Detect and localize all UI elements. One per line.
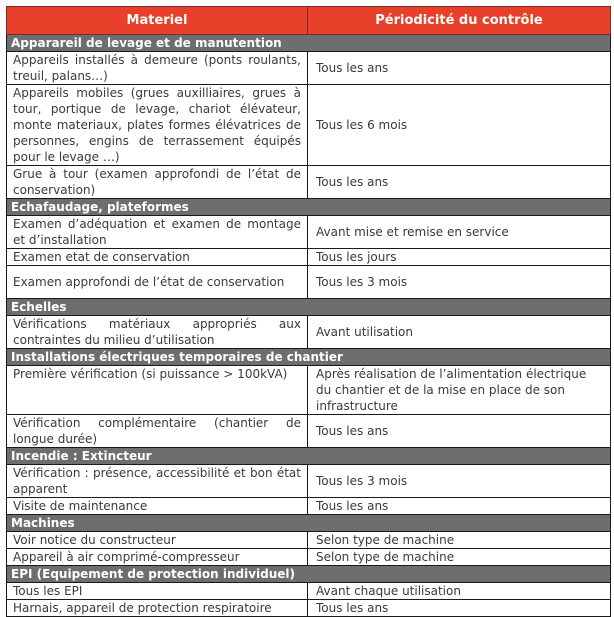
periodicite-cell: Selon type de machine xyxy=(308,532,611,549)
periodicite-cell: Avant chaque utilisation xyxy=(308,583,611,600)
materiel-cell: Tous les EPI xyxy=(7,583,308,600)
periodicite-cell: Tous les jours xyxy=(308,249,611,266)
materiel-cell: Appareils installés à demeure (ponts roulants, treuil, palans…) xyxy=(7,52,308,85)
section-title: Echelles xyxy=(7,299,611,316)
periodicite-cell: Avant utilisation xyxy=(308,316,611,349)
periodicite-cell: Après réalisation de l’alimentation électrique du chantier et de la mise en place de son infrastructure xyxy=(308,366,611,415)
section-row-echafaudage xyxy=(7,199,611,216)
table-row xyxy=(7,600,611,617)
materiel-cell: Examen etat de conservation xyxy=(7,249,308,266)
section-row-levage xyxy=(7,35,611,52)
table-row xyxy=(7,465,611,498)
section-title: Echafaudage, plateformes xyxy=(7,199,611,216)
section-title: Installations électriques temporaires de chantier xyxy=(7,349,611,366)
header-materiel: Materiel xyxy=(7,7,308,35)
section-row-epi xyxy=(7,566,611,583)
periodicite-cell: Tous les 3 mois xyxy=(308,266,611,299)
materiel-cell: Voir notice du constructeur xyxy=(7,532,308,549)
materiel-cell: Examen d’adéquation et examen de montage et d’installation xyxy=(7,216,308,249)
periodicite-cell: Tous les ans xyxy=(308,166,611,199)
periodicite-cell: Tous les 6 mois xyxy=(308,85,611,166)
header-periodicite: Périodicité du contrôle xyxy=(308,7,611,35)
table-row xyxy=(7,216,611,249)
section-row-incendie xyxy=(7,448,611,465)
periodicite-cell: Tous les ans xyxy=(308,52,611,85)
materiel-cell: Grue à tour (examen approfondi de l’état de conservation) xyxy=(7,166,308,199)
periodicite-cell: Tous les ans xyxy=(308,600,611,617)
table-row xyxy=(7,366,611,415)
periodicite-cell: Tous les ans xyxy=(308,498,611,515)
section-row-machines xyxy=(7,515,611,532)
materiel-cell: Appareils mobiles (grues auxilliaires, grues à tour, portique de levage, chariot élévateur, monte materiaux, plates formes élévatrices de personnes, engins de terrassement équipés pour le levage …) xyxy=(7,85,308,166)
table-row xyxy=(7,266,611,299)
periodicite-cell: Avant mise et remise en service xyxy=(308,216,611,249)
table-row xyxy=(7,498,611,515)
table-row xyxy=(7,583,611,600)
periodicite-cell: Tous les 3 mois xyxy=(308,465,611,498)
table-row xyxy=(7,415,611,448)
materiel-cell: Première vérification (si puissance > 100kVA) xyxy=(7,366,308,415)
table-row xyxy=(7,249,611,266)
materiel-cell: Harnais, appareil de protection respiratoire xyxy=(7,600,308,617)
section-title: EPI (Equipement de protection individuel) xyxy=(7,566,611,583)
materiel-cell: Vérifications matériaux appropriés aux contraintes du milieu d’utilisation xyxy=(7,316,308,349)
table-row xyxy=(7,85,611,166)
table-row xyxy=(7,166,611,199)
section-row-echelles xyxy=(7,299,611,316)
table-row xyxy=(7,549,611,566)
section-title: Machines xyxy=(7,515,611,532)
header-row xyxy=(7,7,611,35)
materiel-cell: Vérification : présence, accessibilité et bon état apparent xyxy=(7,465,308,498)
table-row xyxy=(7,532,611,549)
materiel-cell: Appareil à air comprimé-compresseur xyxy=(7,549,308,566)
table-row xyxy=(7,52,611,85)
table-row xyxy=(7,316,611,349)
control-periodicity-table xyxy=(6,6,611,617)
materiel-cell: Examen approfondi de l’état de conservation xyxy=(7,266,308,299)
section-title: Incendie : Extincteur xyxy=(7,448,611,465)
materiel-cell: Vérification complémentaire (chantier de longue durée) xyxy=(7,415,308,448)
section-row-installations-electriques xyxy=(7,349,611,366)
periodicite-cell: Tous les ans xyxy=(308,415,611,448)
periodicite-cell: Selon type de machine xyxy=(308,549,611,566)
section-title: Apparareil de levage et de manutention xyxy=(7,35,611,52)
materiel-cell: Visite de maintenance xyxy=(7,498,308,515)
